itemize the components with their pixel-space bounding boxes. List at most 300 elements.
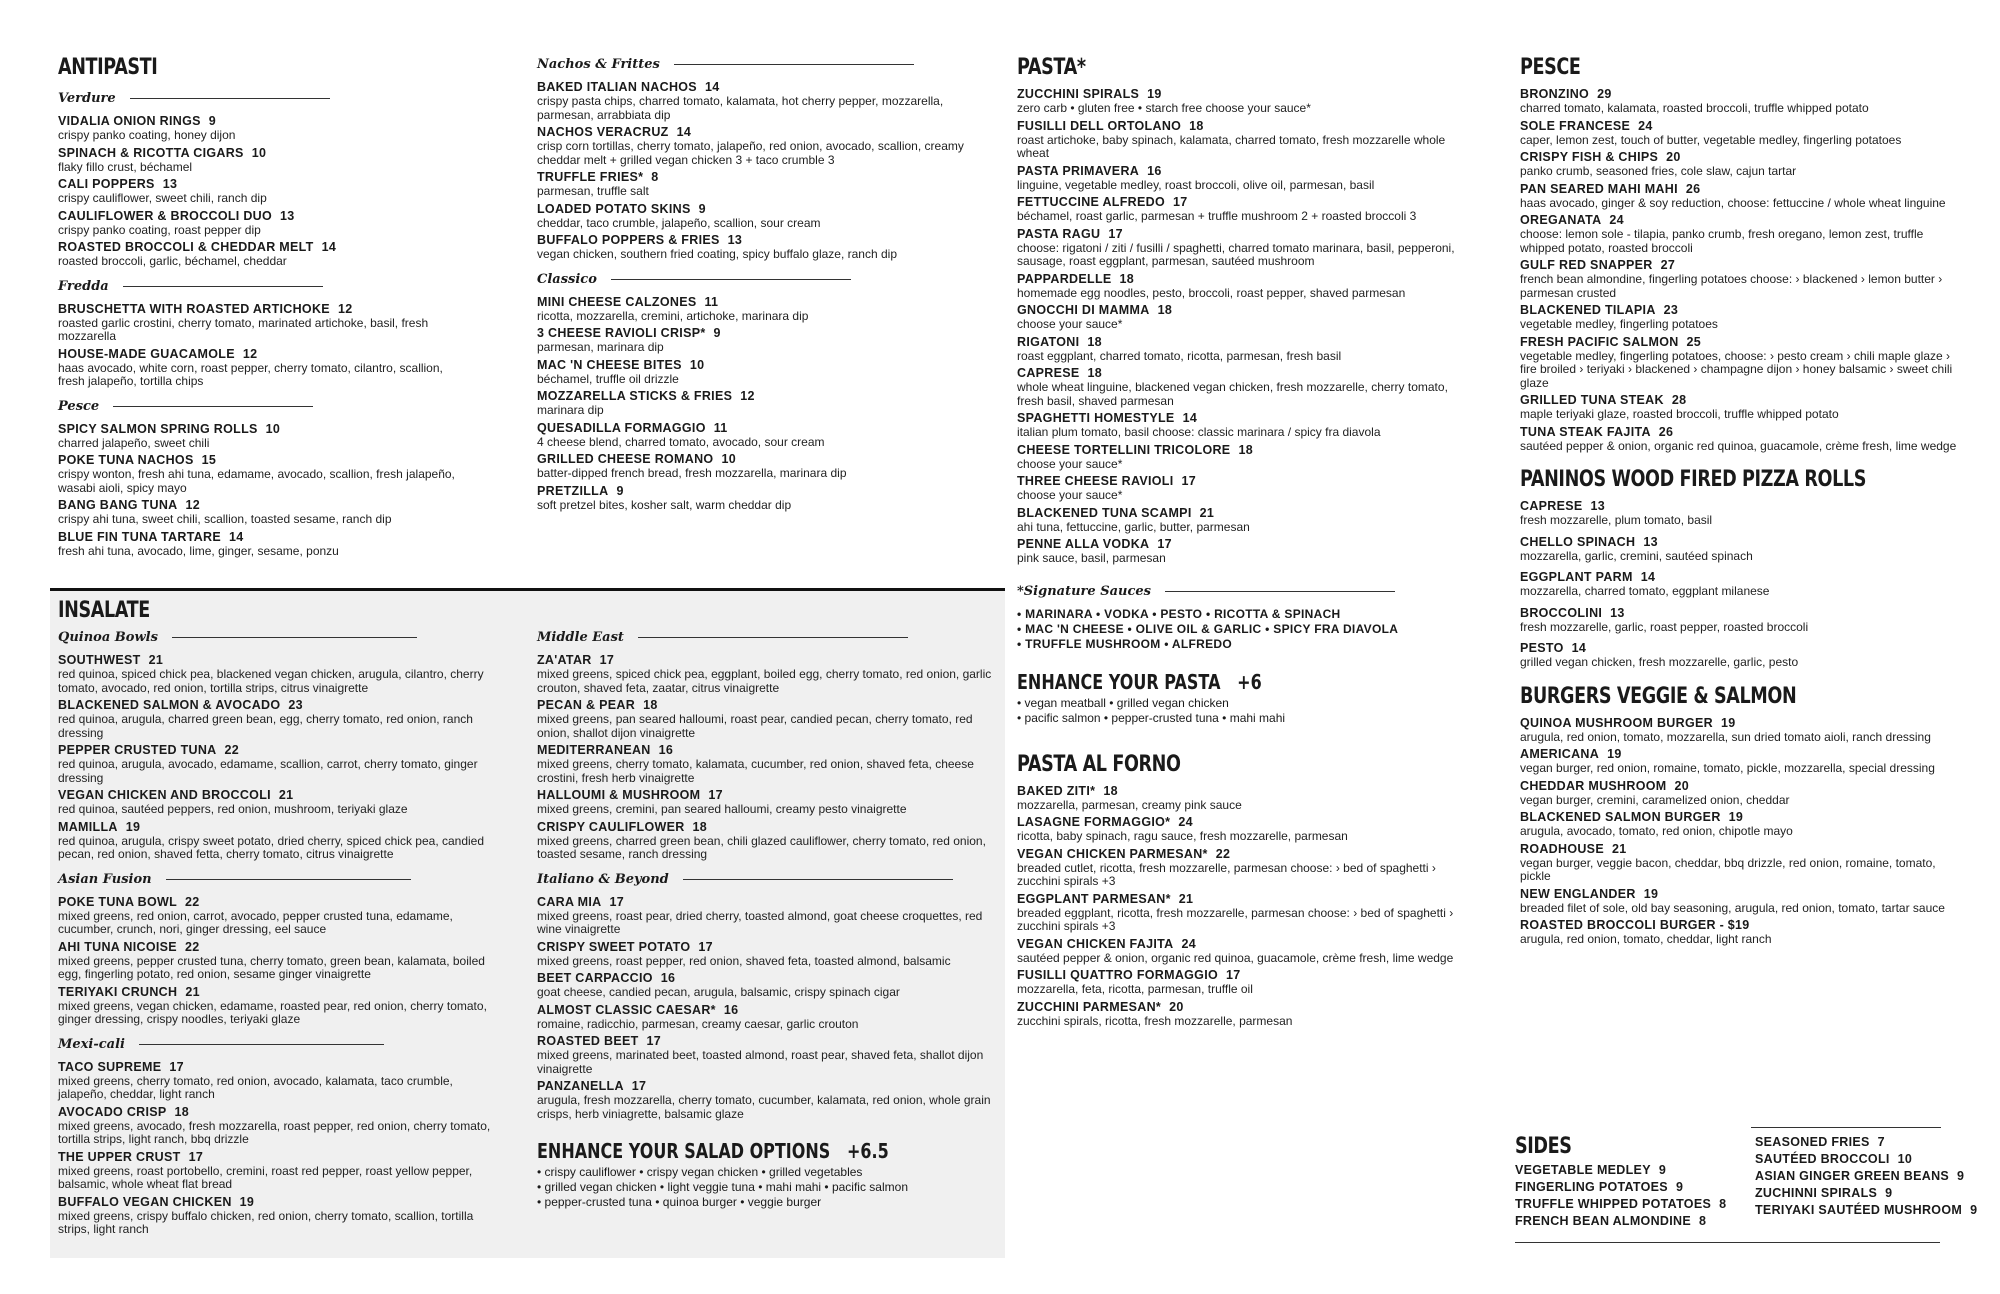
menu-item-price: 9: [616, 483, 624, 498]
menu-item-price: 19: [125, 819, 141, 834]
menu-item-description: mixed greens, roast pear, dried cherry, toasted almond, goat cheese croquettes, red wine vinaigrette: [537, 908, 983, 936]
menu-item-description: charred tomato, kalamata, roasted broccoli, truffle whipped potato: [1520, 101, 1869, 115]
sides-block: [1515, 1127, 1978, 1243]
menu-item-price: 13: [1643, 534, 1658, 549]
side-item-fingerling-potatoes: [1515, 1179, 1715, 1196]
side-price: 7: [1877, 1135, 1885, 1149]
item-name-text: BLACKENED SALMON BURGER: [1520, 810, 1721, 824]
menu-item-price: 17: [631, 1079, 647, 1093]
menu-item-crispy-fish-chips: [1520, 150, 1960, 179]
menu-item-poke-tuna-bowl: [58, 895, 498, 937]
item-name-text: CHEESE TORTELLINI TRICOLORE: [1017, 442, 1231, 457]
menu-item-description: parmesan, truffle salt: [537, 184, 649, 198]
menu-item-name: [537, 202, 977, 217]
menu-item-baked-ziti: [1017, 784, 1477, 813]
item-name-text: MAMILLA: [58, 819, 118, 834]
item-name-text: BLUE FIN TUNA TARTARE: [58, 529, 221, 544]
menu-item-description: arugula, avocado, tomato, red onion, chipotle mayo: [1520, 824, 1793, 838]
menu-item-price: 26: [1685, 181, 1701, 196]
pasta-column: [1017, 55, 1477, 1031]
menu-item-name: [1017, 1000, 1477, 1015]
item-name-text: AHI TUNA NICOISE: [58, 939, 177, 954]
menu-item-name: [537, 653, 997, 668]
menu-item-price: 21: [148, 653, 164, 667]
item-name-text: VEGAN CHICKEN AND BROCCOLI: [58, 788, 271, 802]
menu-item-name: [1017, 303, 1477, 318]
side-price: 9: [1970, 1203, 1978, 1217]
menu-item-description: mixed greens, cremini, pan seared halloumi, creamy pesto vinaigrette: [537, 802, 907, 816]
menu-item-description: panko crumb, seasoned fries, cole slaw, cajun tartar: [1520, 164, 1797, 178]
menu-item-name: [537, 389, 977, 404]
menu-item-buffalo-vegan-chicken: [58, 1195, 498, 1237]
item-name-text: RIGATONI: [1017, 334, 1080, 349]
menu-item-name: [1017, 366, 1477, 381]
item-name-text: BLACKENED TUNA SCAMPI: [1017, 505, 1192, 520]
menu-item-three-cheese-ravioli: [1017, 474, 1477, 503]
menu-item-name: [1017, 847, 1477, 862]
item-name-text: ROASTED BEET: [537, 1034, 639, 1048]
item-name-text: ALMOST CLASSIC CAESAR*: [537, 1002, 716, 1017]
menu-item-price: 18: [643, 698, 658, 712]
menu-item-name: [1017, 968, 1477, 983]
antipasti-column-2: [537, 57, 977, 515]
menu-item-fusilli-quattro-formaggio: [1017, 968, 1477, 997]
menu-item-description: ricotta, baby spinach, ragu sauce, fresh mozzarelle, parmesan: [1017, 829, 1348, 843]
item-name-text: MAC 'N CHEESE BITES: [537, 357, 682, 372]
subsection-rule: [123, 286, 323, 287]
menu-item-price: 18: [1238, 442, 1253, 457]
menu-item-name: [1017, 474, 1477, 489]
menu-item-name: [58, 209, 458, 224]
menu-item-name: [58, 698, 498, 713]
side-name: SEASONED FRIES: [1755, 1135, 1870, 1149]
subsection-heading-classico: [537, 272, 977, 287]
menu-item-name: [58, 422, 458, 437]
subsection-rule: [638, 637, 908, 638]
menu-item-name: [1520, 119, 1960, 134]
menu-item-description: soft pretzel bites, kosher salt, warm cheddar dip: [537, 497, 792, 512]
menu-item-price: 16: [658, 743, 674, 757]
menu-item-name: [537, 125, 977, 140]
menu-item-name: [58, 302, 458, 317]
side-item-saut-ed-broccoli: [1755, 1151, 1977, 1168]
item-name-text: VEGAN CHICKEN PARMESAN*: [1017, 846, 1208, 861]
item-name-text: HALLOUMI & MUSHROOM: [537, 788, 701, 802]
item-name-text: THREE CHEESE RAVIOLI: [1017, 474, 1174, 488]
menu-item-price: 21: [185, 984, 200, 999]
menu-item-description: mixed greens, crispy buffalo chicken, red onion, cherry tomato, scallion, tortilla strips, light ranch: [58, 1208, 474, 1236]
item-name-text: CRISPY FISH & CHIPS: [1520, 150, 1659, 164]
subsection-rule: [683, 879, 953, 880]
menu-item-vegan-chicken-fajita: [1017, 937, 1477, 966]
menu-item-description: arugula, fresh mozzarella, cherry tomato, cucumber, kalamata, red onion, whole grain crisps, herb viniagrette, balsamic glaze: [537, 1093, 991, 1121]
menu-item-price: 19: [1147, 87, 1162, 101]
subsection-title: Middle East: [537, 630, 624, 645]
menu-item-taco-supreme: [58, 1060, 498, 1102]
menu-item-price: 16: [723, 1002, 739, 1017]
subsection-title: Verdure: [58, 91, 116, 106]
menu-item-price: 13: [280, 208, 295, 223]
menu-item-price: 17: [1172, 195, 1188, 209]
menu-item-vegan-chicken-and-broccoli: [58, 788, 498, 817]
menu-item-description: béchamel, roast garlic, parmesan + truffle mushroom 2 + roasted broccoli 3: [1017, 209, 1417, 223]
menu-item-description: vegan burger, veggie bacon, cheddar, bbq drizzle, red onion, romaine, tomato, pickle: [1520, 855, 1936, 883]
menu-item-price: 24: [1178, 815, 1193, 829]
insalate-column-2: [537, 630, 997, 1210]
menu-item-price: 18: [1189, 118, 1204, 133]
menu-item-price: 8: [651, 170, 659, 184]
menu-item-description: vegan burger, red onion, romaine, tomato, pickle, mozzarella, special dressing: [1520, 761, 1935, 775]
menu-item-price: 9: [698, 201, 706, 216]
menu-item-avocado-crisp: [58, 1105, 498, 1147]
menu-item-fresh-pacific-salmon: [1520, 335, 1960, 391]
menu-item-tuna-steak-fajita: [1520, 425, 1960, 454]
menu-item-description: béchamel, truffle oil drizzle: [537, 371, 679, 386]
menu-item-pepper-crusted-tuna: [58, 743, 498, 785]
menu-item-price: 16: [660, 971, 676, 985]
menu-item-beet-carpaccio: [537, 971, 997, 1000]
menu-item-americana: [1520, 747, 1960, 776]
menu-item-description: mixed greens, marinated beet, toasted almond, roast pear, shaved feta, shallot dijon vinaigrette: [537, 1048, 984, 1076]
menu-item-pappardelle: [1017, 272, 1477, 301]
menu-item-name: [1520, 150, 1960, 165]
menu-item-price: 14: [1182, 411, 1198, 425]
menu-item-name: [1520, 570, 1960, 585]
menu-item-southwest: [58, 653, 498, 695]
menu-item-penne-alla-vodka: [1017, 537, 1477, 566]
menu-item-price: 18: [1103, 783, 1118, 798]
menu-item-description: parmesan, marinara dip: [537, 340, 664, 354]
enhance-pasta-line: • vegan meatball • grilled vegan chicken: [1017, 695, 1229, 710]
menu-item-name: [537, 971, 997, 986]
menu-item-price: 20: [1674, 778, 1689, 793]
menu-item-zucchini-spirals: [1017, 87, 1477, 116]
menu-item-price: 11: [704, 294, 719, 309]
side-price: 9: [1675, 1180, 1684, 1194]
item-name-text: PENNE ALLA VODKA: [1017, 537, 1150, 551]
side-item-teriyaki-saut-ed-mushroom: [1755, 1202, 1977, 1219]
item-name-text: BRONZINO: [1520, 87, 1590, 101]
item-name-text: ROADHOUSE: [1520, 841, 1604, 856]
menu-item-lasagne-formaggio: [1017, 815, 1477, 844]
menu-item-price: 10: [721, 452, 736, 466]
menu-item-name: [58, 1195, 498, 1210]
menu-item-price: 14: [321, 240, 337, 254]
menu-item-price: 21: [1178, 891, 1194, 906]
menu-item-name: [1017, 164, 1477, 179]
menu-item-description: roast artichoke, baby spinach, kalamata, charred tomato, fresh mozzarelle whole wheat: [1017, 132, 1446, 160]
menu-item-name: [1017, 87, 1477, 102]
item-name-text: HOUSE-MADE GUACAMOLE: [58, 346, 235, 361]
menu-item-price: 18: [1087, 366, 1103, 380]
menu-item-name: [1017, 815, 1477, 830]
menu-item-price: 19: [1643, 886, 1659, 901]
menu-item-price: 19: [1607, 747, 1622, 761]
subsection-rule: [130, 98, 330, 99]
item-name-text: THE UPPER CRUST: [58, 1149, 181, 1164]
subsection-heading-fredda: [58, 279, 458, 294]
signature-sauces-heading: *Signature Sauces: [1017, 584, 1477, 599]
menu-item-description: romaine, radicchio, parmesan, creamy caesar, garlic crouton: [537, 1016, 859, 1031]
item-name-text: CAULIFLOWER & BROCCOLI DUO: [58, 208, 273, 223]
menu-item-description: cheddar, taco crumble, jalapeño, scallion, sour cream: [537, 215, 821, 230]
side-item-seasoned-fries: [1755, 1134, 1977, 1151]
sides-top-rule: [1751, 1127, 1941, 1128]
item-name-text: EGGPLANT PARM: [1520, 570, 1633, 584]
menu-item-name: [1520, 258, 1960, 273]
menu-item-pasta-primavera: [1017, 164, 1477, 193]
menu-item-name: [1520, 87, 1960, 102]
menu-item-price: 22: [184, 939, 200, 954]
side-item-vegetable-medley: [1515, 1162, 1715, 1179]
menu-item-description: crispy ahi tuna, sweet chili, scallion, toasted sesame, ranch dip: [58, 512, 392, 526]
menu-item-vidalia-onion-rings: [58, 114, 458, 143]
menu-item-description: haas avocado, ginger & soy reduction, choose: fettuccine / whole wheat linguine: [1520, 195, 1946, 210]
item-name-text: BLACKENED SALMON & AVOCADO: [58, 698, 281, 712]
item-name-text: SPAGHETTI HOMESTYLE: [1017, 411, 1175, 425]
menu-item-teriyaki-crunch: [58, 985, 498, 1027]
menu-item-name: [537, 1034, 997, 1049]
menu-item-price: 22: [224, 743, 240, 757]
menu-item-3-cheese-ravioli-crisp: [537, 326, 977, 355]
menu-item-price: 19: [1728, 810, 1744, 824]
menu-item-description: ahi tuna, fettuccine, garlic, butter, parmesan: [1017, 519, 1250, 534]
menu-item-name: [1520, 425, 1960, 440]
menu-item-description: mixed greens, avocado, fresh mozzarella, roast pepper, red onion, cherry tomato, tortilla strips, light ranch, bbq drizzle: [58, 1118, 491, 1146]
menu-item-name: [1017, 195, 1477, 210]
menu-item-roadhouse: [1520, 842, 1960, 884]
enhance-pasta: [1017, 670, 1477, 726]
menu-item-price: 27: [1660, 258, 1676, 272]
menu-item-price: 21: [1199, 505, 1215, 520]
section-title-paninos: PANINOS WOOD FIRED PIZZA ROLLS: [1520, 467, 1866, 492]
menu-item-name: [58, 743, 498, 758]
menu-item-description: mixed greens, spiced chick pea, eggplant, boiled egg, cherry tomato, red onion, garlic crouton, shaved feta, zaatar, citrus vinaigrette: [537, 667, 992, 695]
menu-item-halloumi-mushroom: [537, 788, 997, 817]
side-item-asian-ginger-green-beans: [1755, 1168, 1977, 1185]
menu-item-name: [1520, 182, 1960, 197]
menu-item-description: breaded filet of sole, old bay seasoning, arugula, red onion, tomato, tartar sauce: [1520, 900, 1945, 915]
menu-item-price: 24: [1609, 213, 1624, 227]
menu-item-name: [58, 453, 458, 468]
menu-item-fusilli-dell-ortolano: [1017, 119, 1477, 161]
menu-item-description: choose: lemon sole - tilapia, panko crumb, fresh oregano, lemon zest, truffle whipped potato, roasted broccoli: [1520, 227, 1924, 255]
menu-item-price: 23: [1663, 303, 1679, 317]
menu-item-description: vegan burger, cremini, caramelized onion, cheddar: [1520, 792, 1790, 807]
menu-item-price: 17: [1108, 226, 1123, 241]
menu-item-price: 11: [713, 420, 728, 435]
menu-item-price: 15: [201, 453, 217, 467]
subsection-title: Fredda: [58, 278, 109, 294]
subsection-rule: [139, 1044, 384, 1045]
menu-item-name: [1520, 641, 1960, 656]
menu-item-price: 17: [599, 653, 615, 667]
item-name-text: BROCCOLINI: [1520, 605, 1603, 620]
menu-item-cara-mia: [537, 895, 997, 937]
menu-item-name: [537, 788, 997, 803]
subsection-title: Pesce: [58, 398, 100, 414]
menu-item-name: [537, 421, 977, 436]
menu-item-price: 18: [1119, 271, 1135, 286]
menu-item-description: mixed greens, cherry tomato, kalamata, cucumber, red onion, shaved feta, cheese crostini, fresh herb vinaigrette: [537, 757, 974, 785]
item-name-text: NEW ENGLANDER: [1520, 886, 1636, 901]
menu-item-name: [58, 940, 498, 955]
menu-item-description: mixed greens, pan seared halloumi, roast pear, candied pecan, cherry tomato, red onion, shallot dijon vinaigrette: [537, 712, 973, 740]
menu-item-price: 9: [713, 326, 721, 340]
menu-item-description: fresh mozzarelle, garlic, roast pepper, roasted broccoli: [1520, 619, 1809, 634]
menu-item-name: [1520, 842, 1960, 857]
menu-item-mac-n-cheese-bites: [537, 358, 977, 387]
menu-item-description: vegan chicken, southern fried coating, spicy buffalo glaze, ranch dip: [537, 247, 897, 261]
item-name-text: FUSILLI QUATTRO FORMAGGIO: [1017, 968, 1218, 982]
menu-item-poke-tuna-nachos: [58, 453, 458, 495]
menu-item-description: mixed greens, pepper crusted tuna, cherry tomato, green bean, kalamata, boiled egg, fingerling potato, red onion, sesame ginger vinaigrette: [58, 953, 485, 981]
item-name-text: SPINACH & RICOTTA CIGARS: [58, 145, 244, 160]
menu-item-price: 16: [1147, 163, 1162, 178]
menu-item-almost-classic-caesar: [537, 1003, 997, 1032]
menu-item-eggplant-parm: [1520, 570, 1960, 599]
item-name-text: NACHOS VERACRUZ: [537, 125, 669, 139]
menu-item-description: fresh mozzarelle, plum tomato, basil: [1520, 513, 1713, 527]
item-name-text: TRUFFLE FRIES*: [537, 170, 644, 184]
sauces-line: • MAC 'N CHEESE • OLIVE OIL & GARLIC • SPICY FRA DIAVOLA: [1017, 621, 1399, 636]
menu-item-price: 18: [692, 819, 708, 834]
menu-item-name: [1017, 937, 1477, 952]
item-name-text: SPICY SALMON SPRING ROLLS: [58, 421, 258, 436]
menu-item-name: [1520, 499, 1960, 514]
menu-item-name: [1520, 918, 1960, 933]
item-name-text: ZA'ATAR: [537, 653, 592, 667]
menu-item-description: arugula, red onion, tomato, mozzarella, sun dried tomato aioli, ranch dressing: [1520, 729, 1931, 744]
menu-item-price: 26: [1658, 424, 1674, 439]
menu-item-pan-seared-mahi-mahi: [1520, 182, 1960, 211]
menu-item-name: [537, 295, 977, 310]
side-name: FINGERLING POTATOES: [1515, 1180, 1668, 1194]
menu-item-quinoa-mushroom-burger: [1520, 716, 1960, 745]
menu-item-description: caper, lemon zest, touch of butter, vegetable medley, fingerling potatoes: [1520, 132, 1902, 147]
menu-item-description: choose your sauce*: [1017, 317, 1123, 331]
menu-item-description: mixed greens, red onion, carrot, avocado, pepper crusted tuna, edamame, cucumber, crunch, nori, ginger dressing, eel sauce: [58, 908, 453, 936]
menu-item-gnocchi-di-mamma: [1017, 303, 1477, 332]
menu-item-description: crispy wonton, fresh ahi tuna, edamame, avocado, scallion, fresh jalapeño, wasabi aioli, spicy mayo: [58, 467, 455, 495]
menu-item-name: [58, 1105, 498, 1120]
menu-item-price: 17: [1226, 968, 1241, 982]
menu-item-price: 21: [278, 788, 294, 802]
menu-item-spaghetti-homestyle: [1017, 411, 1477, 440]
menu-item-name: [537, 452, 977, 467]
menu-item-name: [58, 653, 498, 668]
menu-item-name: [537, 940, 997, 955]
menu-item-name: [58, 1060, 498, 1075]
side-name: ZUCHINNI SPIRALS: [1755, 1186, 1878, 1200]
item-name-text: GRILLED TUNA STEAK: [1520, 393, 1664, 407]
menu-item-description: zero carb • gluten free • starch free choose your sauce*: [1017, 101, 1311, 115]
menu-item-name: [1017, 506, 1477, 521]
item-name-text: SOLE FRANCESE: [1520, 118, 1631, 133]
menu-item-description: french bean almondine, fingerling potatoes choose: › blackened › lemon butter › parmesan crusted: [1520, 272, 1943, 300]
menu-item-description: roasted broccoli, garlic, béchamel, cheddar: [58, 254, 287, 268]
menu-item-description: red quinoa, arugula, avocado, edamame, scallion, carrot, cherry tomato, ginger dressing: [58, 757, 478, 785]
menu-item-name: [1520, 887, 1960, 902]
menu-item-price: 13: [162, 177, 178, 191]
side-price: 8: [1698, 1214, 1707, 1228]
item-name-text: PECAN & PEAR: [537, 698, 636, 712]
menu-item-spinach-ricotta-cigars: [58, 146, 458, 175]
item-name-text: GNOCCHI DI MAMMA: [1017, 303, 1150, 317]
subsection-rule: [172, 637, 417, 638]
menu-item-description: mozzarella, charred tomato, eggplant milanese: [1520, 584, 1770, 598]
menu-item-price: 24: [1181, 936, 1196, 951]
menu-item-description: crispy panko coating, roast pepper dip: [58, 222, 261, 237]
item-name-text: QUESADILLA FORMAGGIO: [537, 420, 706, 435]
menu-item-price: 12: [337, 301, 353, 316]
menu-item-broccolini: [1520, 606, 1960, 635]
menu-item-pesto: [1520, 641, 1960, 670]
subsection-heading-quinoa-bowls: [58, 630, 498, 645]
item-name-text: LOADED POTATO SKINS: [537, 201, 691, 216]
menu-item-price: 17: [169, 1059, 184, 1074]
item-name-text: ROASTED BROCCOLI BURGER - $19: [1520, 918, 1750, 932]
menu-item-price: 12: [242, 346, 258, 361]
menu-item-description: arugula, red onion, tomato, cheddar, light ranch: [1520, 932, 1772, 946]
subsection-heading-nachos-frittes: [537, 57, 977, 72]
menu-item-description: choose: rigatoni / ziti / fusilli / spaghetti, charred tomato marinara, basil, pepperoni, sausage, roast eggplant, parmesan, sautéed mushroom: [1017, 240, 1455, 268]
side-name: ASIAN GINGER GREEN BEANS: [1755, 1169, 1950, 1183]
menu-item-oreganata: [1520, 213, 1960, 255]
item-name-text: CHEDDAR MUSHROOM: [1520, 778, 1667, 793]
menu-item-price: 17: [698, 939, 713, 954]
menu-item-price: 14: [704, 80, 720, 94]
item-name-text: SOUTHWEST: [58, 653, 141, 667]
menu-item-vegan-chicken-parmesan: [1017, 847, 1477, 889]
menu-item-eggplant-parmesan: [1017, 892, 1477, 934]
menu-item-description: red quinoa, arugula, charred green bean, egg, cherry tomato, red onion, ranch dressing: [58, 712, 473, 740]
menu-item-name: [58, 788, 498, 803]
menu-item-description: mixed greens, roast portobello, cremini, roast red pepper, roast yellow pepper, balsamic, whole wheat flat bread: [58, 1163, 473, 1191]
item-name-text: BRUSCHETTA WITH ROASTED ARTICHOKE: [58, 301, 330, 316]
menu-item-price: 19: [1720, 715, 1736, 730]
menu-item-description: 4 cheese blend, charred tomato, avocado, sour cream: [537, 434, 825, 449]
item-name-text: MINI CHEESE CALZONES: [537, 294, 697, 309]
menu-item-name: [1017, 411, 1477, 426]
menu-item-price: 20: [1169, 999, 1184, 1014]
menu-item-name: [1520, 779, 1960, 794]
menu-item-name: [58, 530, 458, 545]
enhance-pasta-line: • pacific salmon • pepper-crusted tuna • mahi mahi: [1017, 710, 1286, 725]
menu-item-description: goat cheese, candied pecan, arugula, balsamic, crispy spinach cigar: [537, 985, 900, 999]
menu-item-zucchini-parmesan: [1017, 1000, 1477, 1029]
menu-item-bronzino: [1520, 87, 1960, 116]
menu-item-description: marinara dip: [537, 403, 604, 417]
menu-item-price: 12: [185, 498, 200, 512]
menu-item-roasted-beet: [537, 1034, 997, 1076]
section-divider: [50, 588, 1005, 591]
item-name-text: OREGANATA: [1520, 213, 1602, 227]
menu-item-pretzilla: [537, 484, 977, 513]
menu-item-description: breaded eggplant, ricotta, fresh mozzarelle, parmesan choose: › bed of spaghetti › zucchini spirals +3: [1017, 905, 1454, 933]
menu-item-name: [537, 233, 977, 248]
menu-item-buffalo-poppers-fries: [537, 233, 977, 262]
menu-item-price: 9: [208, 114, 217, 128]
item-name-text: PESTO: [1520, 641, 1564, 655]
menu-item-description: crispy pasta chips, charred tomato, kalamata, hot cherry pepper, mozzarella, parmesan, arrabbiata dip: [537, 94, 944, 122]
item-name-text: AMERICANA: [1520, 747, 1600, 761]
enhance-salad: [537, 1139, 997, 1210]
menu-item-price: 14: [1640, 570, 1656, 584]
menu-item-name: [58, 240, 458, 255]
menu-item-name: [1520, 303, 1960, 318]
item-name-text: EGGPLANT PARMESAN*: [1017, 891, 1171, 906]
